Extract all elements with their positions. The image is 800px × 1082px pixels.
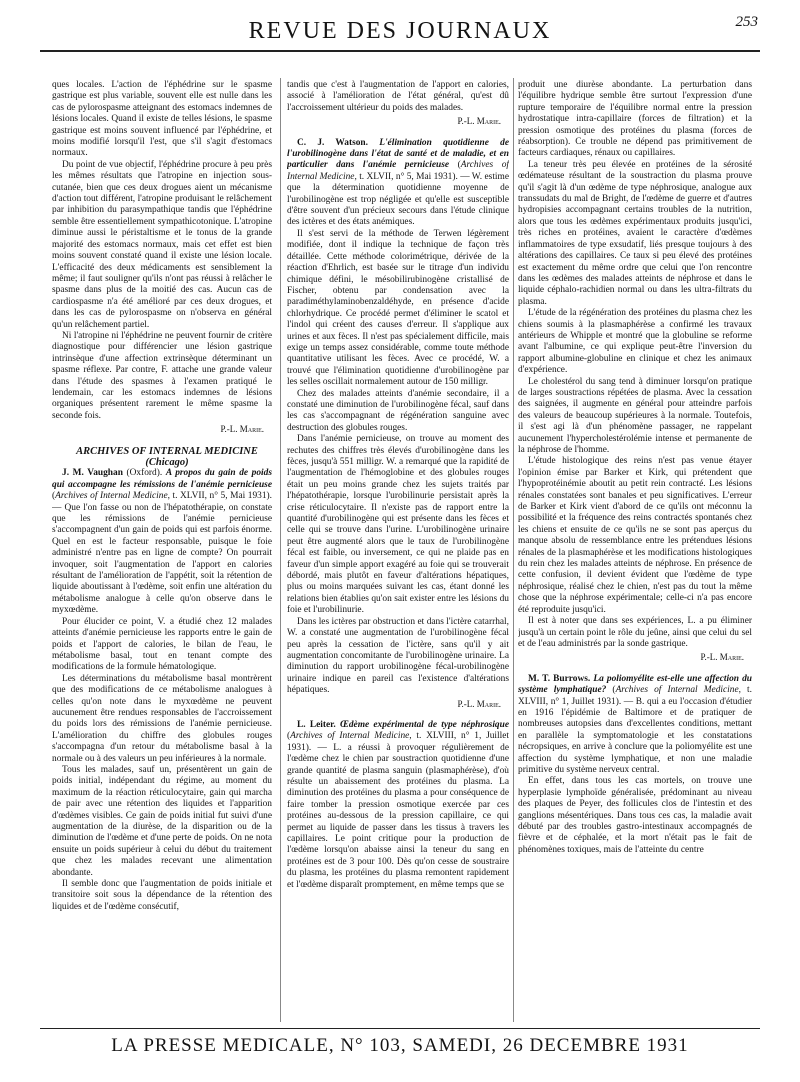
page-footer (40, 1028, 760, 1057)
page-header (40, 12, 760, 52)
page-number: 253 (735, 14, 758, 30)
footer-text: LA PRESSE MEDICALE, N° 103, SAMEDI, 26 DECEMBRE 1931 (111, 1035, 689, 1056)
paragraph: Le cholestérol du sang tend à diminuer lorsqu'on pratique de larges soustractions répétées de plasma. Avec la cessation des saignées, il augmente en général pour atteindre parfois des valeurs de beaucoup supérieures à la normale. Toutefois, il s'est agi là d'un phénomène passager, ne rappelant aucunement l'hypercholestérolémie intense et permanente de la néphrose de l'homme. (518, 376, 752, 455)
column-divider (513, 78, 514, 1022)
article-title: Œdème expérimental de type néphrosique (335, 719, 509, 730)
article-title: A propos du gain de poids qui accompagne les rémissions de l'anémie pernicieuse (52, 468, 272, 490)
article-author: L. Leiter. (297, 719, 336, 730)
paragraph: Dans l'anémie pernicieuse, on trouve au moment des rechutes des chiffres très élevés d'urobilinogène dans les fèces, jusqu'à 551 milligr. W. a remarqué que la rapidité de l'augmentation de l'hémoglobine et des globules rouges était un peu moins grande chez les sujets traités par l'hépatothérapie, lorsque l'urobilinurie persistait après la crise réticulocytaire. Il n'existe pas de rapport entre la quantité d'urobilinogène qui est présente dans les fèces et celle qui se trouve dans l'urine. L'urobilinogène urinaire peut être augmenté alors que le taux de l'urobilinogène fécal est faible, ou inversement, ce qui ne plaide pas en faveur d'un simple apport exagéré au foie qui se trouverait débordé, mais plutôt en faveur d'altérations hépatiques, plus ou moins marquées suivant les cas, étant donné les relations bien établies qu'on sait exister entre les lésions du foie et l'urobilinurie. (287, 434, 509, 616)
author-signature: P.-L. Marie. (220, 424, 264, 435)
journal-title: REVUE DES JOURNAUX (248, 18, 552, 44)
paragraph: Il s'est servi de la méthode de Terwen légèrement modifiée, dont il indique la technique de façon très détaillée. Cette méthode colorimétrique, dérivée de la réaction d'Ehrlich, est basée sur le titrage d'un individu chimique défini, le mésobilirubinogène cristallisé de Fischer, obtenu par condensation avec la paradiméthylaminobenzaldéhyde, en présence d'acide chlorhydrique. Ce procédé permet d'éliminer le scatol et l'indol qui créent des causes d'erreur. Il s'applique aux urines et aux fèces. Il n'est pas spécialement difficile, mais exige un temps assez considérable, comme toute méthode quantitative utilisant les fèces. Avec ce procédé, W. a trouvé que l'élimination quotidienne d'urobilinogène par les selles oscillait normalement autour de 150 milligr. (287, 228, 509, 388)
paragraph: Il semble donc que l'augmentation de poids initiale et transitoire soit sous la dépendance de la rétention des liquides et de l'œdème consécutif, (52, 879, 272, 912)
paragraph: ques locales. L'action de l'éphédrine sur le spasme gastrique est plus variable, souvent elle est nulle dans les cas de pylorospasme atteignant des estomacs indemnes de lésions locales. Quand il existe de telles lésions, le spasme gastrique est moins souvent influencé par l'éphédrine, et moins modifié lorsqu'il l'est, que s'il s'agit d'estomacs normaux. (52, 80, 272, 159)
journal-name: Archives of Internal Medicine (55, 491, 168, 502)
article-author: C. J. Watson. (297, 137, 368, 148)
paragraph: Les déterminations du métabolisme basal montrèrent que des modifications de ce métabolisme analogues à celles qu'on note dans le myxœdème ne peuvent aucunement être rendues responsables de l'accroissement du poids lors des rémissions de l'anémie pernicieuse. L'amélioration du chiffre des globules rouges s'accompagna d'un retour du métabolisme basal à la normale ou à des valeurs un peu inférieures à la normale. (52, 673, 272, 764)
paragraph: En effet, dans tous les cas mortels, on trouve une hyperplasie lymphoïde généralisée, prédominant au niveau des plaques de Peyer, des follicules clos de l'intestin et des ganglions mésentériques. Dans tous ces cas, la maladie avait débuté par des troubles gastro-intestinaux accompagnés de fièvre et de céphalée, et la mort n'était pas le fait de phénomènes toxiques, mais de l'atteinte du centre (518, 776, 752, 855)
section-subtitle: (Chicago) (145, 457, 189, 468)
article-title: La poliomyélite est-elle une affection du système lymphatique? (518, 673, 752, 696)
article-author: M. T. Burrows. (528, 673, 591, 684)
column-1 (52, 80, 272, 1020)
paragraph: Chez des malades atteints d'anémie secondaire, il a constaté une diminution de l'urobilinogène fécal, sauf dans les cas s'accompagnant de régénération sanguine avec destruction des globules rouges. (287, 388, 509, 433)
article-abstract: J. M. Vaughan (Oxford). A propos du gain de poids qui accompagne les rémissions de l'anémie pernicieuse (Archives of Internal Medicine, t. XLVII, n° 5, Mai 1931). — Que l'on fasse ou non de l'hépatothérapie, on constate que les rémissions de l'anémie pernicieuse s'accompagnent d'un gain de poids qui est parfois énorme. Quel en est le facteur responsable, puisque le foie administré n'entre pas en ligne de compte? On pourrait invoquer, soit l'augmentation de l'apport en calories résultant de l'amélioration de l'appétit, soit la rétention de liquide aboutissant à l'œdème, soit enfin une altération du métabolisme analogue à celle qu'on observe dans le myxœdème. (52, 468, 272, 616)
article-title: L'élimination quotidienne de l'urobilinogène dans l'état de santé et de maladie, et en particulier dans l'anémie pernicieuse (287, 137, 509, 171)
journal-name: Archives of Internal Medicine (290, 731, 410, 742)
author-signature: P.-L. Marie. (457, 116, 501, 127)
paragraph: Ni l'atropine ni l'éphédrine ne peuvent fournir de critère diagnostique pour différencier une lésion gastrique intrinsèque d'une affection extrinsèque déterminant un spasme réflexe. Par contre, F. attache une grande valeur dans l'étude des spasmes à l'examen pratiqué le lendemain, car les estomacs indemnes de lésions organiques présentent rarement le même spasme la seconde fois. (52, 330, 272, 421)
journal-name: Archives of Internal Medicine (287, 160, 509, 182)
header-rule (40, 50, 760, 52)
paragraph: Du point de vue objectif, l'éphédrine procure à peu près les mêmes résultats que l'atropine en injection sous-cutanée, bien que ces deux drogues aient un mécanisme d'action tout différent, l'atropine produisant le relâchement par inhibition du parasympathique tandis que l'éphédrine semble être essentiellement sympathicotonique. L'atropine diminue aussi le péristaltisme et le tonus de la grande majorité des estomacs normaux, mais cet effet est bien moins souvent constaté quand il existe une lésion locale. L'efficacité des deux médicaments est sensiblement la même; il faut souligner qu'ils n'ont pas réussi à relâcher le spasme dans plus de la moitié des cas. Aucun cas de cardiospasme n'a été amélioré par ces deux drogues, et dans les cas de pylorospasme on n'observa en général qu'un relâchement partiel. (52, 159, 272, 330)
column-2 (287, 80, 509, 1020)
column-divider (280, 78, 281, 1022)
article-reference: , t. XLVIII, n° 1, Juillet 1931). — B. qui a eu l'occasion d'étudier en 1916 l'épidémie de Baltimore et de pratiquer de nombreuses autopsies dans d'excellentes conditions, mettant en parallèle la symptomatologie et les constatations nécropsiques, en arrive à conclure que la poliomyélite est une affection du système lymphatique, et non une maladie primitive du système nerveux central. (518, 685, 752, 775)
paragraph: produit une diurèse abondante. La perturbation dans l'équilibre hydrique semble être surtout l'expression d'une rupture temporaire de l'équilibre normal entre la pression hydrostatique intra-capillaire (forces de filtration) et la pression osmotique des protéines du plasma (forces de réabsorption). Ce trouble ne dépend pas primitivement de facteurs cardiaques, rénaux ou capillaires. (518, 80, 752, 159)
author-signature: P.-L. Marie. (700, 652, 744, 663)
article-author: J. M. Vaughan (62, 468, 123, 479)
paragraph: L'étude de la régénération des protéines du plasma chez les chiens soumis à la plasmaphérèse a confirmé les travaux antérieurs de Whipple et montré que la globuline se reforme avant l'albumine, ce qui explique peut-être l'inversion du rapport albumine-globuline en clinique et chez les animaux d'expérience. (518, 308, 752, 376)
paragraph: Tous les malades, sauf un, présentèrent un gain de poids initial, indépendant du régime, au moment du maximum de la réaction réticulocytaire, gain qui marcha de pair avec une rétention des liquides et l'apparition d'œdèmes visibles. Ce gain de poids initial fut suivi d'une augmentation de la diurèse, de la disparition ou de la diminution de l'œdème et d'une perte de poids. On ne nota ensuite un poids supérieur à celui du début du traitement que chez les malades recevant une alimentation abondante. (52, 764, 272, 878)
paragraph: La teneur très peu élevée en protéines de la sérosité œdémateuse résultant de la soustraction du plasma prouve qu'il s'agit là d'un œdème de type néphrosique, analogue aux transsudats du mal de Bright, de l'œdème de guerre et d'autres hydropisies accompagnant certains troubles de la nutrition, alors que tous les œdèmes expérimentaux produits jusqu'ici, très riches en protéines, avaient le caractère d'œdèmes inflammatoires de type exsudatif, liés presque toujours à des altérations des capillaires. Ce taux si peu élevé des protéines est exactement du même ordre que celui que l'on rencontre dans les œdèmes des malades atteints de néphrose et dans le liquide céphalo-rachidien normal ou dans les ultra-filtrats du plasma. (518, 159, 752, 307)
article-abstract: C. J. Watson. L'élimination quotidienne de l'urobilinogène dans l'état de santé et de maladie, et en particulier dans l'anémie pernicieuse (Archives of Internal Medicine, t. XLVII, n° 5, Mai 1931). — W. estime que la détermination quotidienne moyenne de l'urobilinogène est trop négligée et qu'elle est susceptible d'être souvent d'un précieux secours dans l'étude clinique des ictères et des états anémiques. (287, 137, 509, 228)
article-reference: , t. XLVII, n° 5, Mai 1931). — Que l'on fasse ou non de l'hépatothérapie, on constate que les rémissions de l'anémie pernicieuse s'accompagnent d'un gain de poids qui est parfois énorme. Quel en est le facteur responsable, puisque le foie administré n'entre pas en ligne de compte? On pourrait invoquer, soit l'augmentation de l'apport en calories résultant de l'amélioration de l'appétit, soit la rétention de liquide aboutissant à l'œdème, soit enfin une altération du métabolisme analogue à celle qu'on observe dans le myxœdème. (52, 491, 272, 616)
paragraph: Dans les ictères par obstruction et dans l'ictère catarrhal, W. a constaté une augmentation de l'urobilinogène fécal peu après la cessation de l'ictère, sans qu'il y ait augmentation concomitante de l'urobilinogène urinaire. La diminution du rapport urobilinogène fécal-urobilinogène urinaire indique en pareil cas l'existence d'altérations hépatiques. (287, 616, 509, 696)
author-affiliation: (Oxford). (122, 468, 166, 479)
section-title: ARCHIVES OF INTERNAL MEDICINE (76, 445, 258, 457)
column-3 (518, 80, 752, 1020)
paragraph: Pour élucider ce point, V. a étudié chez 12 malades atteints d'anémie pernicieuse les rapports entre le gain de poids et l'apport de calories, le bilan de l'eau, le métabolisme basal, tout en tenant compte des modifications de la formule hématologique. (52, 616, 272, 673)
footer-rule (40, 1028, 760, 1029)
article-reference: , t. XLVII, n° 5, Mai 1931). — W. estime que la détermination quotidienne moyenne de l'urobilinogène est trop négligée et qu'elle est susceptible d'être souvent d'un précieux secours dans l'étude clinique des ictères et des états anémiques. (287, 171, 509, 228)
article-reference: , t. XLVIII, n° 1, Juillet 1931). — L. a réussi à provoquer régulièrement de l'œdème chez le chien par soustraction quotidienne d'une grande quantité de plasma sanguin (plasmaphérèse), d'où résulte un abaissement des protéines du plasma. La diminution des protéines du plasma a pour conséquence de faire tomber la pression osmotique exercée par ces protéines au-dessous de la pression capillaire, ce qui permet au liquide de passer dans les tissus à travers les capillaires. Le point critique pour la production de l'œdème lorsqu'on abaisse ainsi la teneur du sang en protéines est de 3 pour 100. Dès qu'on cesse de soustraire du plasma, les protéines du plasma remontent rapidement et l'œdème disparaît promptement, en même temps que se (287, 731, 509, 890)
journal-name: Archives of Internal Medicine (615, 685, 739, 696)
paragraph: Il est à noter que dans ses expériences, L. a pu éliminer jusqu'à un certain point le rôle du jeûne, ainsi que celui du sel et de l'eau administrés par la sonde gastrique. (518, 616, 752, 649)
article-abstract: M. T. Burrows. La poliomyélite est-elle une affection du système lymphatique? (Archives of Internal Medicine, t. XLVIII, n° 1, Juillet 1931). — B. qui a eu l'occasion d'étudier en 1916 l'épidémie de Baltimore et de pratiquer de nombreuses autopsies dans d'excellentes conditions, mettant en parallèle la symptomatologie et les constatations nécropsiques, en arrive à conclure que la poliomyélite est une affection du système lymphatique, et non une maladie primitive du système nerveux central. (518, 673, 752, 775)
author-signature: P.-L. Marie. (457, 698, 501, 709)
paragraph: tandis que c'est à l'augmentation de l'apport en calories, associé à l'amélioration de l'état général, qu'est dû l'accroissement ultérieur du poids des malades. (287, 80, 509, 113)
article-abstract: L. Leiter. Œdème expérimental de type néphrosique (Archives of Internal Medicine, t. XLVIII, n° 1, Juillet 1931). — L. a réussi à provoquer régulièrement de l'œdème chez le chien par soustraction quotidienne d'une grande quantité de plasma sanguin (plasmaphérèse), d'où résulte un abaissement des protéines du plasma. La diminution des protéines du plasma a pour conséquence de faire tomber la pression osmotique exercée par ces protéines au-dessous de la pression capillaire, ce qui permet au liquide de passer dans les tissus à travers les capillaires. Le point critique pour la production de l'œdème lorsqu'on abaisse ainsi la teneur du sang en protéines est de 3 pour 100. Dès qu'on cesse de soustraire du plasma, les protéines du plasma remontent rapidement et l'œdème disparaît promptement, en même temps que se (287, 719, 509, 890)
paragraph: L'étude histologique des reins n'est pas venue étayer l'opinion émise par Barker et Kirk, qui prétendent que l'hypoprotéinémie aboutit au petit rein contracté. Les lésions rénales constatées sont banales et peu significatives. L'erreur de Barker et Kirk vient d'abord de ce qu'ils ont méconnu la possibilité et la fréquence des reins contractés spontanés chez les chiens et ensuite de ce qu'ils ne se sont pas aperçus du manque absolu de ressemblance entre les prétendues lésions rénales de la plasmaphérèse et les modifications histologiques du rein chez les malades atteints de néphrose. En présence de cette confusion, il devient évident que l'œdème de type néphrosique, réalisé chez le chien, n'est pas du tout la même chose que la néphrose expérimentale; celle-ci n'a pas encore été reproduite jusqu'ici. (518, 456, 752, 615)
